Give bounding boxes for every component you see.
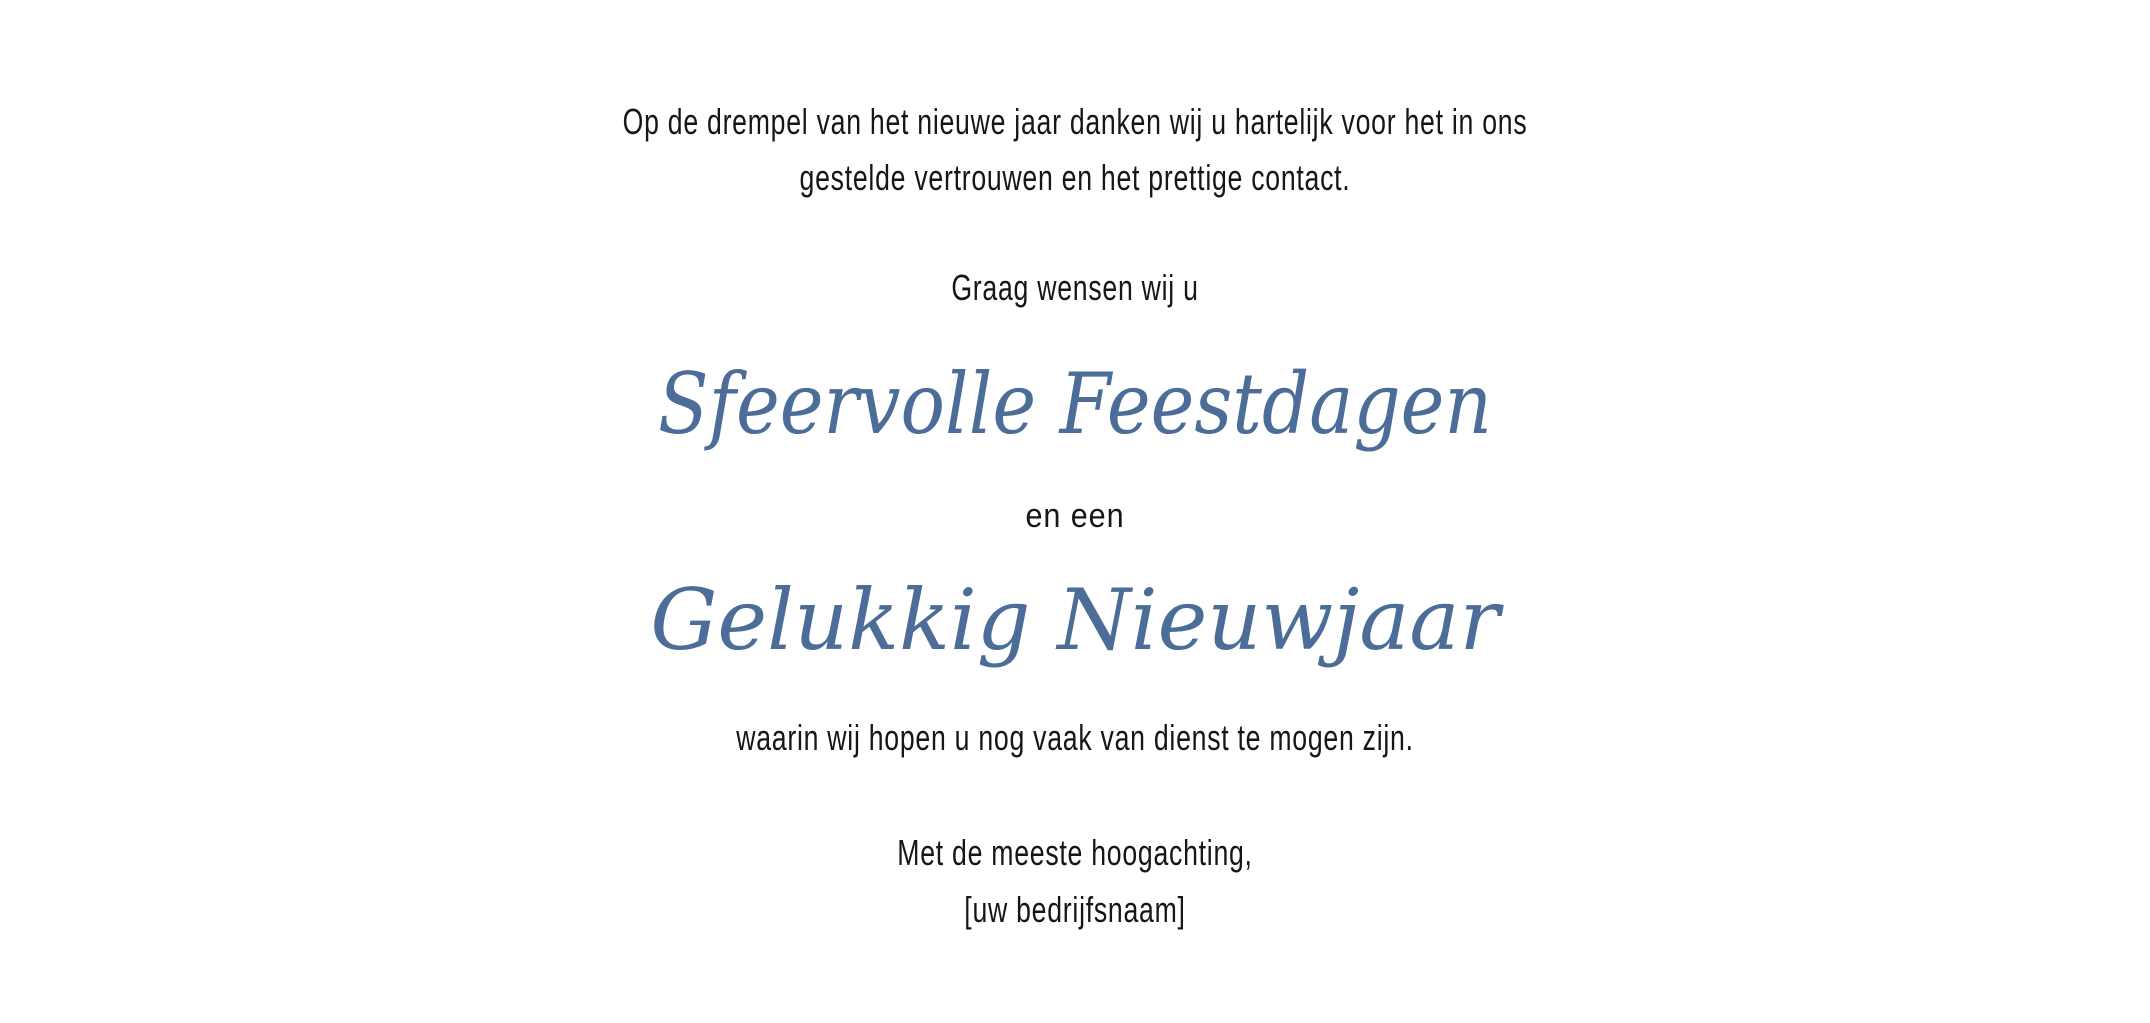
wish-nieuwjaar: Gelukkig Nieuwjaar — [650, 571, 1500, 669]
signature-placeholder: [uw bedrijfsnaam] — [964, 889, 1186, 930]
greeting-lead: Graag wensen wij u — [951, 267, 1199, 308]
intro-line-1: Op de drempel van het nieuwe jaar danken wij u hartelijk voor het in ons — [622, 101, 1528, 142]
closing-salutation: Met de meeste hoogachting, — [897, 832, 1253, 873]
outro-text: waarin wij hopen u nog vaak van dienst te mogen zijn. — [736, 717, 1414, 758]
intro-line-2: gestelde vertrouwen en het prettige contact. — [799, 157, 1351, 198]
wish-feestdagen: Sfeervolle Feestdagen — [657, 355, 1493, 453]
connector-text: en een — [1025, 497, 1125, 535]
